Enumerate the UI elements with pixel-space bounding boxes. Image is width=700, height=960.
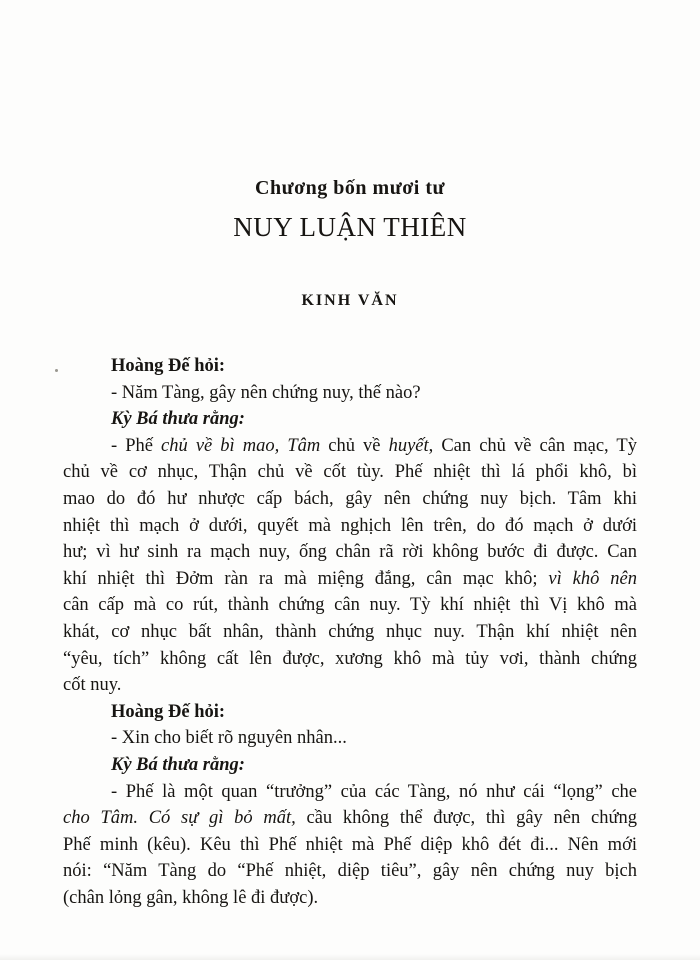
text-segment: khát, cơ nhục bất nhân, thành chứng nhục nuy. Thận khí nhiệt nên [63, 621, 637, 642]
text-line [63, 646, 637, 673]
text-body [63, 353, 637, 911]
text-line [63, 513, 637, 540]
text-segment: cốt nuy. [63, 675, 122, 696]
text-line [63, 779, 637, 806]
text-line [63, 832, 637, 859]
text-segment: vì khô nên [548, 568, 637, 589]
text-line [63, 699, 637, 726]
text-segment: hư; vì hư sinh ra mạch nuy, ống chân rã rời không bước đi được. Can [63, 542, 637, 563]
text-line [63, 380, 637, 407]
text-line [63, 486, 637, 513]
scan-speck [55, 369, 58, 372]
text-segment: chủ về cơ nhục, Thận chủ về cốt tùy. Phế nhiệt thì lá phổi khô, bì [63, 462, 637, 483]
text-segment: chủ về [320, 435, 389, 456]
text-segment: cân cấp mà co rút, thành chứng cân nuy. Tỳ khí nhiệt thì Vị khô mà [63, 595, 637, 616]
scan-edge-shade [0, 954, 700, 960]
text-segment: nhiệt thì mạch ở dưới, quyết mà nghịch lên trên, do đó mạch ở dưới [63, 515, 637, 536]
text-line [63, 353, 637, 380]
text-line [63, 725, 637, 752]
text-line [63, 752, 637, 779]
text-segment: , Can chủ về cân mạc, Tỳ [428, 435, 637, 456]
text-segment: - Xin cho biết rõ nguyên nhân... [111, 728, 347, 749]
text-segment: chủ về bì mao, Tâm [161, 435, 321, 456]
text-line [63, 672, 637, 699]
text-line [63, 433, 637, 460]
text-segment: mao do đó hư nhược cấp bách, gây nên chứng nuy bịch. Tâm khi [63, 488, 637, 509]
text-segment: khí nhiệt thì Đởm ràn ra mà miệng đắng, cân mạc khô; [63, 568, 549, 589]
page-content [63, 176, 637, 911]
text-segment: - Phế [111, 435, 162, 456]
text-segment: “yêu, tích” không cất lên được, xương khô mà tủy vơi, thành chứng [63, 648, 637, 669]
text-line [63, 406, 637, 433]
text-line [63, 805, 637, 832]
text-line [63, 539, 637, 566]
text-line [63, 885, 637, 912]
text-segment: cầu không thể được, thì gây nên chứng [295, 808, 637, 829]
text-line [63, 459, 637, 486]
text-segment: Hoàng Đế hỏi: [111, 701, 226, 722]
text-line [63, 858, 637, 885]
text-segment: Kỳ Bá thưa rằng: [111, 409, 245, 430]
text-line [63, 619, 637, 646]
text-segment: - Phế là một quan “trưởng” của các Tàng, nó như cái “lọng” che [111, 781, 637, 802]
text-segment: huyết [388, 435, 429, 456]
chapter-heading: Chương bốn mươi tư [255, 177, 445, 199]
page-title: NUY LUẬN THIÊN [233, 212, 467, 242]
text-line [63, 566, 637, 593]
section-heading: KINH VĂN [301, 292, 399, 309]
text-segment: cho Tâm. Có sự gì bỏ mất, [63, 808, 296, 829]
text-segment: Hoàng Đế hỏi: [111, 356, 226, 376]
text-segment: (chân lỏng gân, không lê đi được). [63, 887, 319, 908]
text-segment: Kỳ Bá thưa rằng: [111, 754, 245, 775]
text-segment: nói: “Năm Tàng do “Phế nhiệt, diệp tiêu”, gây nên chứng nuy bịch [63, 861, 637, 882]
text-segment: Phế minh (kêu). Kêu thì Phế nhiệt mà Phế diệp khô đét đi... Nên mới [63, 834, 637, 855]
text-segment: - Năm Tàng, gây nên chứng nuy, thế nào? [111, 382, 421, 403]
text-line [63, 592, 637, 619]
